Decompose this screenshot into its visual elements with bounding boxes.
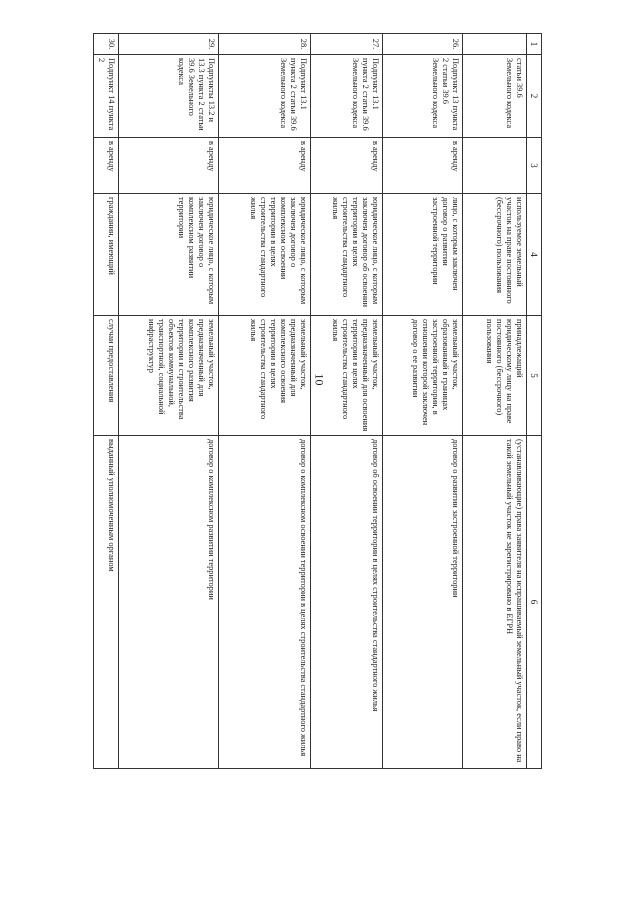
person-cell: юридическое лицо, с которым заключен договор о комплексном развитии территории <box>119 194 219 316</box>
row-number: 30. <box>93 34 118 55</box>
row-number: 26. <box>383 34 463 55</box>
type-cell: в аренду <box>311 138 383 194</box>
docs-cell: договор об освоении территории в целях строительства стандартного жилья <box>311 436 383 769</box>
table-row <box>311 34 383 769</box>
docs-cell: договор о комплексном развитии территории <box>119 436 219 769</box>
docs-cell: выданный уполномоченным органом <box>93 436 118 769</box>
col-header: 4 <box>527 194 542 316</box>
person-cell: гражданин, имеющий <box>93 194 118 316</box>
type-cell: в аренду <box>383 138 463 194</box>
table-row <box>93 34 118 769</box>
person-cell: юридическое лицо, с которым заключен договор об освоении территории в целях строительства стандартного жилья <box>311 194 383 316</box>
col-header: 1 <box>527 34 542 55</box>
type-cell: в аренду <box>93 138 118 194</box>
basis-cell: Подпункт 13.1 пункта 2 статьи 39.6 Земельного кодекса <box>219 55 311 138</box>
basis-cell: Подпункт 13 пункта 2 статьи 39.6 Земельного кодекса <box>383 55 463 138</box>
table-row <box>219 34 311 769</box>
page-number: 10 <box>312 373 327 386</box>
header-row <box>527 34 542 769</box>
col-header: 6 <box>527 436 542 769</box>
docs-cell: договор о комплексном освоении территории в целях строительства стандартного жилья <box>219 436 311 769</box>
basis-cell: Подпункт 14 пункта 2 <box>93 55 118 138</box>
type-cell: в аренду <box>119 138 219 194</box>
table-row <box>383 34 463 769</box>
plot-cell: земельный участок, предназначенный для комплексного развития территории и строительства объектов коммунальной, транспортной, социальной инфраструктур <box>119 316 219 436</box>
plot-cell: земельный участок, образованный в границах застроенной территории, в отношении которой заключен договор о ее развитии <box>383 316 463 436</box>
col-header: 2 <box>527 55 542 138</box>
type-cell <box>463 138 527 194</box>
plot-cell: случаи предоставления <box>93 316 118 436</box>
type-cell: в аренду <box>219 138 311 194</box>
basis-cell: Подпункт 13.1 пункта 2 статьи 39.6 Земельного кодекса <box>311 55 383 138</box>
table-row <box>463 34 527 769</box>
basis-cell: статьи 39.6 Земельного кодекса <box>463 55 527 138</box>
plot-cell: принадлежащий юридическому лицу на праве постоянного (бессрочного) пользования <box>463 316 527 436</box>
person-cell: используемое земельный участок на праве постоянного (бессрочного) пользования <box>463 194 527 316</box>
person-cell: лицо, с которым заключен договор о развитии застроенной территории <box>383 194 463 316</box>
row-number: 29. <box>119 34 219 55</box>
docs-cell: (устанавливающие) права заявителя на испрашиваемый земельный участок, если право на такой земельный участок не зарегистрировано в ЕГРН <box>463 436 527 769</box>
rotated-table-container <box>98 33 542 768</box>
plot-cell: земельный участок, предназначенный для комплексного освоения территории в целях строительства стандартного жилья <box>219 316 311 436</box>
col-header: 5 <box>527 316 542 436</box>
person-cell: юридическое лицо, с которым заключен договор о комплексном освоении территории в целях строительства стандартного жилья <box>219 194 311 316</box>
row-number <box>463 34 527 55</box>
docs-cell: договор о развитии застроенной территории <box>383 436 463 769</box>
plot-cell: земельный участок, предназначенный для освоения территории в целях строительства стандартного жилья <box>311 316 383 436</box>
row-number: 28. <box>219 34 311 55</box>
table-row <box>119 34 219 769</box>
land-plot-table <box>93 33 542 769</box>
col-header: 3 <box>527 138 542 194</box>
row-number: 27. <box>311 34 383 55</box>
basis-cell: Подпункты 13.2 и 13.3 пункта 2 статьи 39.6 Земельного кодекса <box>119 55 219 138</box>
